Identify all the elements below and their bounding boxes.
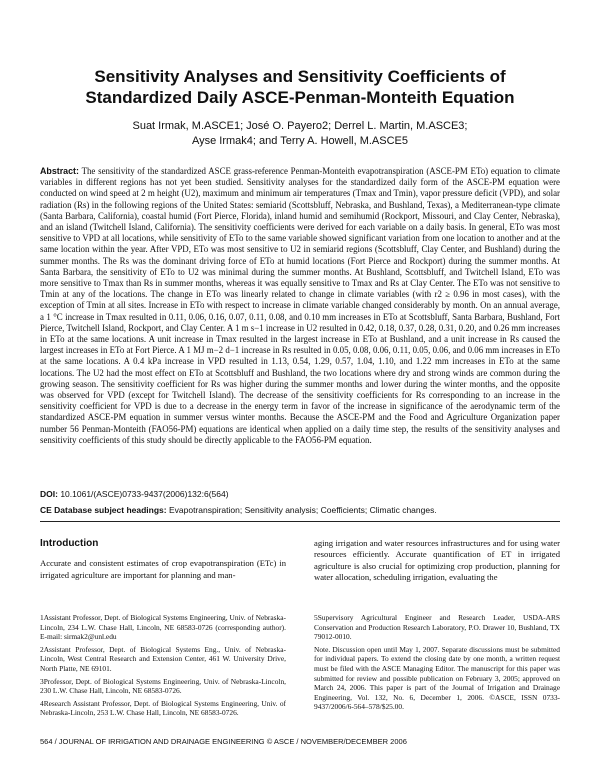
paper-title: Sensitivity Analyses and Sensitivity Coefficients of Standardized Daily ASCE-Penman-Monteith Equation [85, 67, 515, 107]
intro-column-right [314, 538, 560, 584]
author-list [40, 119, 560, 149]
page-footer: 564 / JOURNAL OF IRRIGATION AND DRAINAGE ENGINEERING © ASCE / NOVEMBER/DECEMBER 2006 [40, 737, 407, 746]
footnotes-right [314, 613, 560, 715]
footnote: 2Assistant Professor, Dept. of Biological Systems Eng., Univ. of Nebraska-Lincoln, West Central Research and Extension Center, 461 W. University Drive, North Platte, NE 69101. [40, 644, 286, 673]
footnote: 1Assistant Professor, Dept. of Biological Systems Engineering, Univ. of Nebraska-Lincoln, 234 L.W. Chase Hall, Lincoln, NE 68583-0726 (corresponding author). E-mail: sirmak2@unl.edu [40, 613, 286, 642]
intro-text-left: Accurate and consistent estimates of crop evapotranspiration (ETc) in irrigated agriculture are important for planning and man- [40, 558, 286, 580]
abstract-text: The sensitivity of the standardized ASCE grass-reference Penman-Monteith evapotranspiration (ASCE-PM ETo) equation to climate variables in different regions has not yet been studied. Sensitivity analyses for the standardized daily form of the ASCE-PM equation were conducted on wind speed at 2 m height (U2), maximum and minimum air temperatures (Tmax and Tmin), vapor pressure deficit (VPD), and solar radiation (Rs) in the following regions of the United States: semiarid (Scottsbluff, Nebraska, and Bushland, Texas), a Mediterranean-type climate (Santa Barbara, California), coastal humid (Fort Pierce, Florida), inland humid and semihumid (Rockport, Missouri, and Clay Center, Nebraska), and an island (Twitchell Island, California). The sensitivity coefficients were derived for each variable on a daily basis. In general, ETo was most sensitive to VPD at all locations, while sensitivity of ETo to the same variable showed significant variation from one location to another and at the same location within the year. After VPD, ETo was most sensitive to U2 in semiarid regions (Scottsbluff, Clay Center, and Bushland) during the summer months. The Rs was the dominant driving force of ETo at humid locations (Fort Pierce and Rockport) during the summer months. At Santa Barbara, the sensitivity of ETo to U2 was minimal during the summer months. At Bushland, Scottsbluff, and Twitchell Island, ETo was more sensitive to Tmax than Rs in summer months, whereas it was equally sensitive to Tmax and Rs at Clay Center. The ETo was not sensitive to Tmin at any of the locations. The change in ETo was linearly related to change in climate variables (with r2 ≥ 0.96 in most cases), with the exception of Tmin at all sites. Increase in ETo with respect to increase in climate variable changed considerably by month. On an annual average, a 1 °C increase in Tmax resulted in 0.11, 0.06, 0.16, 0.07, 0.11, 0.08, and 0.10 mm increases in ETo at Scottsbluff, Santa Barbara, Bushland, Fort Pierce, Twitchell Island, Rockport, and Clay Center. A 1 m s−1 increase in U2 resulted in 0.42, 0.18, 0.37, 0.28, 0.31, 0.20, and 0.26 mm increases in ETo at the same locations. A unit increase in Tmax resulted in the largest increase in ETo at Bushland, and a unit increase in Rs caused the largest increases in ETo at Fort Pierce. A 1 MJ m−2 d−1 increase in Rs resulted in 0.05, 0.08, 0.06, 0.11, 0.05, 0.06, and 0.06 mm increases in ETo at the same locations. A 0.4 kPa increase in VPD resulted in 1.13, 0.54, 1.29, 0.57, 1.04, 1.10, and 1.22 mm increases in ETo at the same locations. The U2 had the most effect on ETo at Scottsbluff and Bushland, the two locations where dry and strong winds are common during the growing season. The sensitivity coefficient for Rs was higher during the summer months and lower during the winter months, and the opposite was observed for VPD (except for Twitchell Island). The decrease of the sensitivity coefficients for Rs corresponding to an increase in the sensitivity coefficient for VPD is due to a decrease in the energy term in favor of the increase in significance of the aerodynamic term of the standardized ASCE-PM equation in summer versus winter months. Because the ASCE-PM and the Food and Agriculture Organization paper number 56 Penman-Monteith (FAO56-PM) equations are identical when applied on a daily time step, the results of the sensitivity analyses and sensitivity coefficients of this study should be directly applicable to the FAO56-PM equation. [40, 166, 561, 445]
subject-headings-value: Evapotranspiration; Sensitivity analysis; Coefficients; Climatic changes. [168, 505, 437, 515]
doi-line [40, 489, 560, 499]
footnote: 4Research Assistant Professor, Dept. of Biological Systems Engineering, Univ. of Nebraska-Lincoln, 253 L.W. Chase Hall, Lincoln, NE 68583-0726. [40, 698, 286, 718]
subject-headings [40, 505, 560, 515]
intro-heading: Introduction [40, 538, 99, 549]
editorial-note: Note. Discussion open until May 1, 2007. Separate discussions must be submitted for individual papers. To extend the closing date by one month, a written request must be filed with the ASCE Managing Editor. The manuscript for this paper was submitted for review and possible publication on February 3, 2005; approved on March 24, 2006. This paper is part of the Journal of Irrigation and Drainage Engineering, Vol. 132, No. 6, December 1, 2006. ©ASCE, ISSN 0733-9437/2006/6-564–578/$25.00. [314, 644, 560, 712]
doi-label: DOI: [40, 489, 58, 499]
subject-headings-label: CE Database subject headings: [40, 505, 167, 515]
author-line-2: Ayse Irmak4; and Terry A. Howell, M.ASCE5 [191, 135, 408, 147]
footnote: 3Professor, Dept. of Biological Systems Engineering, Univ. of Nebraska-Lincoln, 230 L.W. Chase Hall, Lincoln, NE 68583-0726. [40, 676, 286, 696]
intro-text-right: aging irrigation and water resources infrastructures and for using water resources efficiently. Accurate quantification of ET in irrigated agriculture is also crucial for optimizing crop production, planning for water allocation, scheduling irrigation, evaluating the [314, 538, 560, 583]
author-line-1: Suat Irmak, M.ASCE1; José O. Payero2; Derrel L. Martin, M.ASCE3; [132, 120, 468, 132]
footnotes-left [40, 613, 286, 721]
intro-column-left [40, 538, 286, 581]
abstract-label: Abstract: [40, 166, 79, 176]
footnote: 5Supervisory Agricultural Engineer and Research Leader, USDA-ARS Conservation and Production Research Laboratory, P.O. Drawer 10, Bushland, TX 79012-0010. [314, 613, 560, 642]
abstract [40, 166, 560, 446]
doi-value: 10.1061/(ASCE)0733-9437(2006)132:6(564) [60, 489, 229, 499]
section-divider [40, 521, 560, 522]
